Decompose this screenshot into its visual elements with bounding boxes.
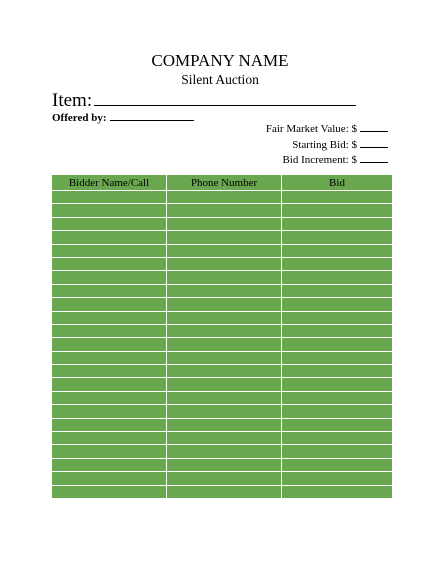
item-label: Item: xyxy=(52,90,93,111)
table-row xyxy=(52,432,393,445)
bidder-cell[interactable] xyxy=(52,432,167,445)
table-row xyxy=(52,324,393,337)
table-row xyxy=(52,378,393,391)
bidder-cell[interactable] xyxy=(52,338,167,351)
bid-cell[interactable] xyxy=(282,485,393,498)
bidder-cell[interactable] xyxy=(52,458,167,471)
bidder-cell[interactable] xyxy=(52,405,167,418)
bidder-cell[interactable] xyxy=(52,485,167,498)
bid-cell[interactable] xyxy=(282,324,393,337)
phone-cell[interactable] xyxy=(167,458,282,471)
phone-cell[interactable] xyxy=(167,391,282,404)
bidder-cell[interactable] xyxy=(52,445,167,458)
bid-cell[interactable] xyxy=(282,365,393,378)
fair-market-value-row xyxy=(266,121,388,137)
table-row xyxy=(52,231,393,244)
table-row xyxy=(52,338,393,351)
phone-cell[interactable] xyxy=(167,418,282,431)
bidder-cell[interactable] xyxy=(52,244,167,257)
phone-cell[interactable] xyxy=(167,378,282,391)
bid-cell[interactable] xyxy=(282,271,393,284)
starting-bid-row xyxy=(266,137,388,153)
bidder-cell[interactable] xyxy=(52,418,167,431)
table-row xyxy=(52,298,393,311)
bidder-cell[interactable] xyxy=(52,191,167,204)
bidder-cell[interactable] xyxy=(52,472,167,485)
bid-rows xyxy=(52,191,393,499)
bid-cell[interactable] xyxy=(282,284,393,297)
table-row xyxy=(52,405,393,418)
bid-cell[interactable] xyxy=(282,231,393,244)
company-name: COMPANY NAME xyxy=(151,51,289,70)
bid-cell[interactable] xyxy=(282,445,393,458)
phone-cell[interactable] xyxy=(167,298,282,311)
bid-increment-blank[interactable] xyxy=(360,152,388,163)
bid-cell[interactable] xyxy=(282,378,393,391)
bid-cell[interactable] xyxy=(282,217,393,230)
bid-cell[interactable] xyxy=(282,472,393,485)
offered-by-row xyxy=(52,109,194,124)
starting-bid-label: Starting Bid: $ xyxy=(292,138,357,151)
phone-cell[interactable] xyxy=(167,485,282,498)
bid-increment-label: Bid Increment: $ xyxy=(282,154,357,166)
bid-cell[interactable] xyxy=(282,351,393,364)
phone-cell[interactable] xyxy=(167,445,282,458)
table-row xyxy=(52,217,393,230)
bid-cell[interactable] xyxy=(282,432,393,445)
bid-cell[interactable] xyxy=(282,418,393,431)
bidder-cell[interactable] xyxy=(52,298,167,311)
phone-cell[interactable] xyxy=(167,204,282,217)
table-row xyxy=(52,284,393,297)
phone-cell[interactable] xyxy=(167,324,282,337)
table-row xyxy=(52,485,393,498)
item-blank-line[interactable] xyxy=(94,89,356,106)
table-row xyxy=(52,365,393,378)
bid-cell[interactable] xyxy=(282,405,393,418)
bid-cell[interactable] xyxy=(282,391,393,404)
phone-cell[interactable] xyxy=(167,432,282,445)
phone-cell[interactable] xyxy=(167,365,282,378)
bid-cell[interactable] xyxy=(282,244,393,257)
column-header-bid: Bid xyxy=(282,175,393,191)
table-row xyxy=(52,458,393,471)
table-row xyxy=(52,351,393,364)
fair-market-value-label: Fair Market Value: $ xyxy=(265,123,357,135)
table-row xyxy=(52,191,393,204)
phone-cell[interactable] xyxy=(167,191,282,204)
bid-cell[interactable] xyxy=(282,338,393,351)
starting-bid-blank[interactable] xyxy=(360,137,388,148)
bidder-cell[interactable] xyxy=(52,365,167,378)
bid-cell[interactable] xyxy=(282,257,393,270)
bidder-cell[interactable] xyxy=(52,231,167,244)
phone-cell[interactable] xyxy=(167,351,282,364)
phone-cell[interactable] xyxy=(167,472,282,485)
offered-by-blank-line[interactable] xyxy=(110,109,194,121)
table-row xyxy=(52,418,393,431)
table-row xyxy=(52,204,393,217)
table-row xyxy=(52,311,393,324)
bid-cell[interactable] xyxy=(282,298,393,311)
bid-cell[interactable] xyxy=(282,311,393,324)
phone-cell[interactable] xyxy=(167,231,282,244)
bidder-cell[interactable] xyxy=(52,351,167,364)
table-header-row xyxy=(52,175,393,191)
fair-market-value-blank[interactable] xyxy=(360,121,388,132)
table-row xyxy=(52,472,393,485)
bidder-cell[interactable] xyxy=(52,391,167,404)
phone-cell[interactable] xyxy=(167,338,282,351)
phone-cell[interactable] xyxy=(167,284,282,297)
table-row xyxy=(52,244,393,257)
bid-cell[interactable] xyxy=(282,191,393,204)
bid-cell[interactable] xyxy=(282,458,393,471)
bid-increment-row xyxy=(266,152,388,168)
bidder-cell[interactable] xyxy=(52,378,167,391)
table-row xyxy=(52,257,393,270)
bidder-cell[interactable] xyxy=(52,217,167,230)
phone-cell[interactable] xyxy=(167,257,282,270)
phone-cell[interactable] xyxy=(167,244,282,257)
phone-cell[interactable] xyxy=(167,311,282,324)
bidder-cell[interactable] xyxy=(52,284,167,297)
column-header-phone: Phone Number xyxy=(167,175,282,191)
bidder-cell[interactable] xyxy=(52,204,167,217)
bidder-cell[interactable] xyxy=(52,324,167,337)
bid-cell[interactable] xyxy=(282,204,393,217)
phone-cell[interactable] xyxy=(167,217,282,230)
table-row xyxy=(52,271,393,284)
offered-by-label: Offered by: xyxy=(52,112,107,124)
phone-cell[interactable] xyxy=(167,405,282,418)
bidder-cell[interactable] xyxy=(52,257,167,270)
value-fields xyxy=(266,121,388,168)
bid-sheet-table xyxy=(51,174,393,499)
table-row xyxy=(52,445,393,458)
table-row xyxy=(52,391,393,404)
phone-cell[interactable] xyxy=(167,271,282,284)
column-header-bidder: Bidder Name/Call xyxy=(52,175,167,191)
bidder-cell[interactable] xyxy=(52,311,167,324)
auction-subtitle: Silent Auction xyxy=(181,72,259,87)
bidder-cell[interactable] xyxy=(52,271,167,284)
